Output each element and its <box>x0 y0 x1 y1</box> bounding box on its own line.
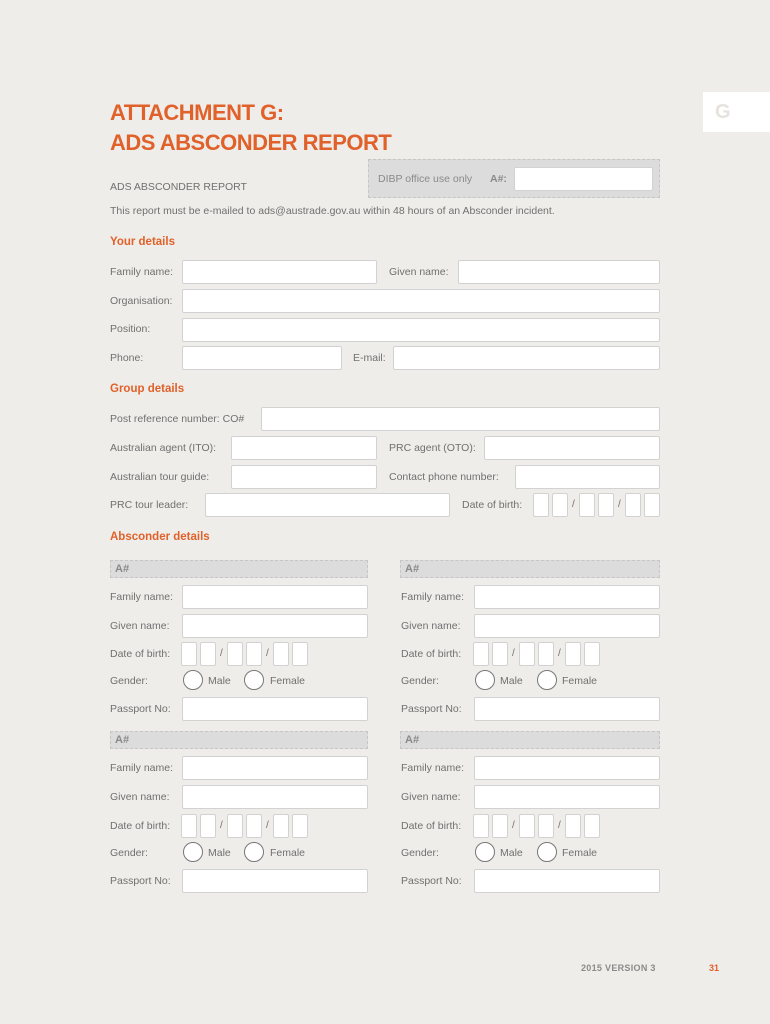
leader-dob-year-2[interactable] <box>644 493 660 517</box>
absconder-1-given-name-input[interactable] <box>182 614 368 638</box>
australian-agent-label: Australian agent (ITO): <box>110 442 217 454</box>
absconder-1-given-name-label: Given name: <box>110 620 170 632</box>
prc-agent-label: PRC agent (OTO): <box>389 442 476 454</box>
absconder-3-dob-day-1[interactable] <box>181 814 197 838</box>
absconder-3-passport-label: Passport No: <box>110 875 171 887</box>
absconder-2-female-label: Female <box>562 675 598 687</box>
position-label: Position: <box>110 323 151 335</box>
absconder-4-male-radio[interactable] <box>475 842 495 862</box>
office-a-number-input[interactable] <box>514 167 653 191</box>
absconder-4-passport-input[interactable] <box>474 869 660 893</box>
leader-dob-separator-2: / <box>618 499 621 510</box>
absconder-4-family-name-input[interactable] <box>474 756 660 780</box>
absconder-4-dob-year-1[interactable] <box>565 814 581 838</box>
absconder-4-dob-month-1[interactable] <box>519 814 535 838</box>
absconder-1-dob-year-1[interactable] <box>273 642 289 666</box>
absconder-3-dob-separator-1: / <box>220 820 223 831</box>
absconder-4-a-number: A# <box>400 731 660 749</box>
contact-phone-input[interactable] <box>515 465 660 489</box>
given-name-label: Given name: <box>389 266 449 278</box>
absconder-3-a-number: A# <box>110 731 368 749</box>
absconder-2-dob-label: Date of birth: <box>401 648 462 660</box>
absconder-3-given-name-input[interactable] <box>182 785 368 809</box>
absconder-1-dob-label: Date of birth: <box>110 648 171 660</box>
post-reference-input[interactable] <box>261 407 660 431</box>
attachment-tab: G <box>703 92 770 132</box>
report-subtitle: ADS ABSCONDER REPORT <box>110 181 247 193</box>
absconder-3-dob-month-1[interactable] <box>227 814 243 838</box>
absconder-3-male-radio[interactable] <box>183 842 203 862</box>
absconder-1-family-name-label: Family name: <box>110 591 174 603</box>
family-name-input[interactable] <box>182 260 377 284</box>
report-instruction: This report must be e-mailed to ads@austrade.gov.au within 48 hours of an Absconder incident. <box>110 205 555 217</box>
page-title <box>110 98 391 158</box>
leader-dob-day-1[interactable] <box>533 493 549 517</box>
absconder-2-passport-input[interactable] <box>474 697 660 721</box>
organisation-label: Organisation: <box>110 295 173 307</box>
contact-phone-label: Contact phone number: <box>389 471 499 483</box>
absconder-3-family-name-label: Family name: <box>110 762 174 774</box>
absconder-2-male-radio[interactable] <box>475 670 495 690</box>
prc-tour-leader-label: PRC tour leader: <box>110 499 189 511</box>
phone-label: Phone: <box>110 352 144 364</box>
absconder-2-dob-separator-2: / <box>558 648 561 659</box>
absconder-1-dob-year-2[interactable] <box>292 642 308 666</box>
australian-agent-input[interactable] <box>231 436 377 460</box>
email-label: E-mail: <box>353 352 386 364</box>
absconder-3-given-name-label: Given name: <box>110 791 170 803</box>
absconder-2-family-name-input[interactable] <box>474 585 660 609</box>
absconder-1-a-number: A# <box>110 560 368 578</box>
absconder-2-dob-day-2[interactable] <box>492 642 508 666</box>
given-name-input[interactable] <box>458 260 660 284</box>
absconder-3-female-label: Female <box>270 847 306 859</box>
phone-input[interactable] <box>182 346 342 370</box>
australian-tour-guide-label: Australian tour guide: <box>110 471 210 483</box>
absconder-2-given-name-label: Given name: <box>401 620 461 632</box>
absconder-1-passport-input[interactable] <box>182 697 368 721</box>
absconder-2-family-name-label: Family name: <box>401 591 465 603</box>
footer-version: 2015 VERSION 3 <box>581 963 656 973</box>
absconder-3-dob-month-2[interactable] <box>246 814 262 838</box>
absconder-2-dob-month-1[interactable] <box>519 642 535 666</box>
absconder-1-male-label: Male <box>208 675 231 687</box>
absconder-3-passport-input[interactable] <box>182 869 368 893</box>
absconder-3-female-radio[interactable] <box>244 842 264 862</box>
organisation-input[interactable] <box>182 289 660 313</box>
absconder-1-gender-label: Gender: <box>110 675 148 687</box>
page-number: 31 <box>709 963 720 973</box>
absconder-4-dob-day-1[interactable] <box>473 814 489 838</box>
page-title-line-1: ATTACHMENT G: <box>110 100 284 125</box>
absconder-2-a-number: A# <box>400 560 660 578</box>
absconder-4-family-name-label: Family name: <box>401 762 465 774</box>
leader-dob-label: Date of birth: <box>462 499 523 511</box>
absconder-4-female-radio[interactable] <box>537 842 557 862</box>
absconder-1-dob-day-1[interactable] <box>181 642 197 666</box>
prc-agent-input[interactable] <box>484 436 660 460</box>
absconder-1-dob-day-2[interactable] <box>200 642 216 666</box>
office-use-label: DIBP office use only <box>378 173 473 185</box>
absconder-1-female-radio[interactable] <box>244 670 264 690</box>
leader-dob-month-1[interactable] <box>579 493 595 517</box>
page-title-line-2: ADS ABSCONDER REPORT <box>110 130 392 155</box>
prc-tour-leader-input[interactable] <box>205 493 450 517</box>
leader-dob-year-1[interactable] <box>625 493 641 517</box>
absconder-4-dob-separator-1: / <box>512 820 515 831</box>
absconder-3-dob-year-2[interactable] <box>292 814 308 838</box>
absconder-4-dob-separator-2: / <box>558 820 561 831</box>
family-name-label: Family name: <box>110 266 174 278</box>
absconder-1-male-radio[interactable] <box>183 670 203 690</box>
office-a-number-label: A#: <box>490 173 507 185</box>
absconder-details-heading: Absconder details <box>110 531 210 543</box>
absconder-1-dob-separator-1: / <box>220 648 223 659</box>
absconder-4-female-label: Female <box>562 847 598 859</box>
absconder-2-gender-label: Gender: <box>401 675 439 687</box>
absconder-1-passport-label: Passport No: <box>110 703 171 715</box>
absconder-2-dob-day-1[interactable] <box>473 642 489 666</box>
absconder-1-dob-month-1[interactable] <box>227 642 243 666</box>
absconder-3-dob-separator-2: / <box>266 820 269 831</box>
absconder-2-dob-month-2[interactable] <box>538 642 554 666</box>
absconder-2-female-radio[interactable] <box>537 670 557 690</box>
absconder-4-male-label: Male <box>500 847 523 859</box>
leader-dob-day-2[interactable] <box>552 493 568 517</box>
email-input[interactable] <box>393 346 660 370</box>
absconder-4-given-name-label: Given name: <box>401 791 461 803</box>
absconder-3-dob-day-2[interactable] <box>200 814 216 838</box>
absconder-2-dob-separator-1: / <box>512 648 515 659</box>
absconder-3-family-name-input[interactable] <box>182 756 368 780</box>
absconder-2-dob-year-2[interactable] <box>584 642 600 666</box>
absconder-4-dob-label: Date of birth: <box>401 820 462 832</box>
absconder-3-male-label: Male <box>208 847 231 859</box>
absconder-4-passport-label: Passport No: <box>401 875 462 887</box>
absconder-1-female-label: Female <box>270 675 306 687</box>
position-input[interactable] <box>182 318 660 342</box>
absconder-4-given-name-input[interactable] <box>474 785 660 809</box>
absconder-2-male-label: Male <box>500 675 523 687</box>
absconder-3-gender-label: Gender: <box>110 847 148 859</box>
absconder-3-dob-label: Date of birth: <box>110 820 171 832</box>
absconder-4-dob-year-2[interactable] <box>584 814 600 838</box>
leader-dob-month-2[interactable] <box>598 493 614 517</box>
absconder-4-gender-label: Gender: <box>401 847 439 859</box>
absconder-2-given-name-input[interactable] <box>474 614 660 638</box>
group-details-heading: Group details <box>110 383 185 395</box>
absconder-1-family-name-input[interactable] <box>182 585 368 609</box>
your-details-heading: Your details <box>110 236 175 248</box>
absconder-1-dob-separator-2: / <box>266 648 269 659</box>
absconder-2-passport-label: Passport No: <box>401 703 462 715</box>
absconder-4-dob-month-2[interactable] <box>538 814 554 838</box>
australian-tour-guide-input[interactable] <box>231 465 377 489</box>
absconder-2-dob-year-1[interactable] <box>565 642 581 666</box>
absconder-4-dob-day-2[interactable] <box>492 814 508 838</box>
absconder-3-dob-year-1[interactable] <box>273 814 289 838</box>
leader-dob-separator-1: / <box>572 499 575 510</box>
absconder-1-dob-month-2[interactable] <box>246 642 262 666</box>
post-reference-label: Post reference number: CO# <box>110 413 245 425</box>
